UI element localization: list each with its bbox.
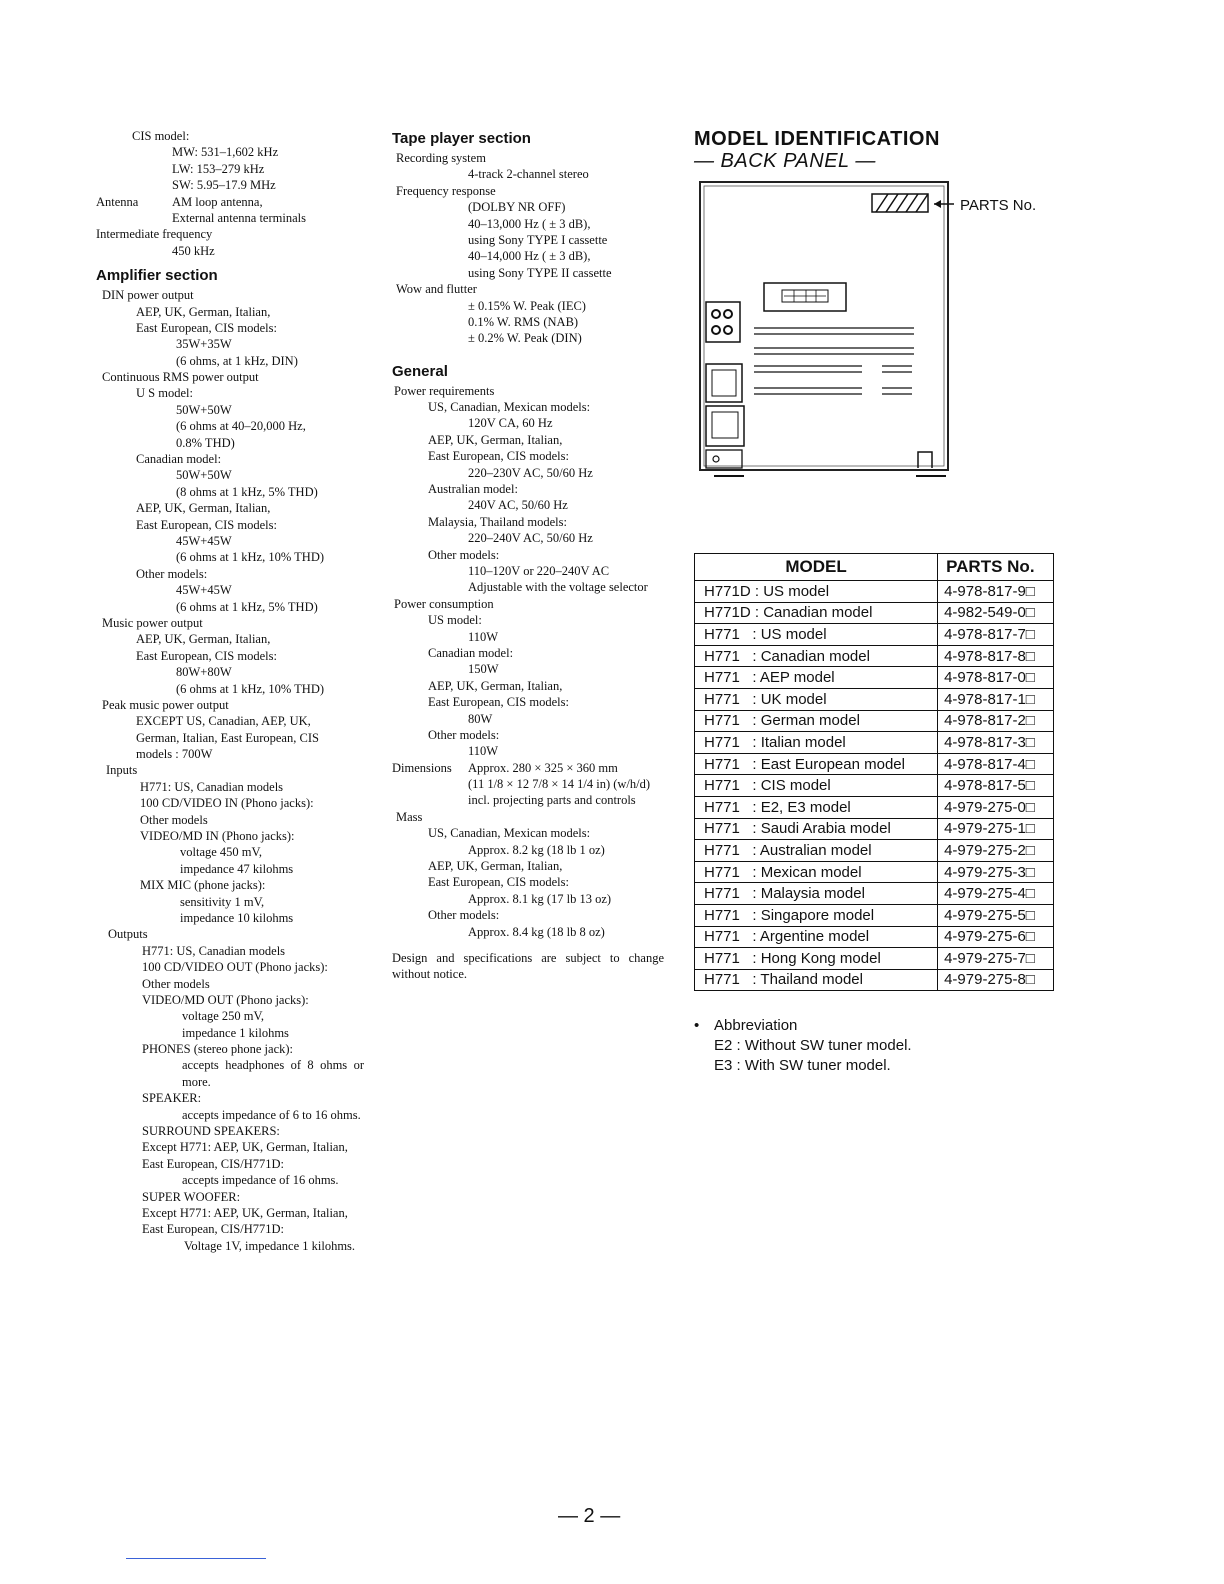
model-cell: H771 : US model	[695, 624, 938, 646]
page-number: — 2 —	[558, 1505, 621, 1527]
antenna-row	[96, 194, 386, 210]
specs-column-1	[96, 128, 386, 1254]
table-row	[695, 624, 1054, 646]
spec-line: U S model:	[136, 386, 193, 401]
parts-cell: 4-978-817-4□	[938, 753, 1054, 775]
table-row	[695, 667, 1054, 689]
spec-line: East European, CIS/H771D:	[142, 1222, 284, 1237]
model-cell: H771 : German model	[695, 710, 938, 732]
spec-line: accepts impedance of 16 ohms.	[182, 1173, 339, 1188]
spec-line: Outputs	[108, 927, 148, 942]
antenna-value-2: External antenna terminals	[172, 210, 306, 225]
spec-line: using Sony TYPE I cassette	[468, 232, 608, 247]
spec-line: VIDEO/MD OUT (Phono jacks):	[142, 992, 309, 1007]
spec-line: Continuous RMS power output	[102, 370, 259, 385]
spec-line: East European, CIS models:	[428, 449, 569, 464]
spec-line: accepts headphones of 8 ohms or	[182, 1058, 364, 1073]
spec-line: VIDEO/MD IN (Phono jacks):	[140, 829, 295, 844]
spec-line: Canadian model:	[136, 452, 222, 467]
spec-line: 110W	[468, 629, 499, 644]
dimensions-note: incl. projecting parts and controls	[468, 793, 636, 808]
parts-cell: 4-979-275-2□	[938, 840, 1054, 862]
mw-range: MW: 531–1,602 kHz	[172, 145, 279, 160]
spec-line: SUPER WOOFER:	[142, 1189, 241, 1204]
spec-line: 4-track 2-channel stereo	[468, 167, 589, 182]
model-cell: H771 : Australian model	[695, 840, 938, 862]
spec-line: MIX MIC (phone jacks):	[140, 878, 266, 893]
table-row	[695, 926, 1054, 948]
spec-line: AEP, UK, German, Italian,	[428, 678, 563, 693]
model-id-subtitle: — BACK PANEL —	[694, 150, 876, 172]
parts-cell: 4-978-817-8□	[938, 645, 1054, 667]
parts-no-label: PARTS No.	[960, 197, 1037, 214]
spec-line: Other models:	[428, 547, 500, 562]
spec-line: 220–230V AC, 50/60 Hz	[468, 465, 593, 480]
model-cell: H771D : Canadian model	[695, 602, 938, 624]
model-cell: H771 : Malaysia model	[695, 883, 938, 905]
table-row	[695, 753, 1054, 775]
spec-line: AEP, UK, German, Italian,	[136, 501, 271, 516]
abbr-e2: E2 : Without SW tuner model.	[714, 1037, 912, 1054]
model-cell: H771 : Thailand model	[695, 969, 938, 991]
table-header-model: MODEL	[695, 554, 938, 581]
model-id-title: MODEL IDENTIFICATION	[694, 128, 940, 150]
model-cell: H771 : Argentine model	[695, 926, 938, 948]
table-row	[695, 969, 1054, 991]
model-parts-table	[694, 553, 1054, 991]
if-label: Intermediate frequency	[96, 227, 213, 242]
spec-line: Wow and flutter	[396, 282, 477, 297]
abbreviation-title-row: • Abbreviation	[694, 1017, 798, 1034]
table-body	[695, 581, 1054, 991]
model-cell: H771 : Mexican model	[695, 861, 938, 883]
model-cell: H771 : E2, E3 model	[695, 796, 938, 818]
model-cell: H771 : Canadian model	[695, 645, 938, 667]
model-cell: H771 : Italian model	[695, 732, 938, 754]
spec-line: 80W+80W	[176, 665, 232, 680]
model-cell: H771 : Singapore model	[695, 904, 938, 926]
spec-line: US, Canadian, Mexican models:	[428, 400, 591, 415]
abbr-e3: E3 : With SW tuner model.	[714, 1057, 891, 1074]
spec-line: Approx. 8.4 kg (18 lb 8 oz)	[468, 924, 605, 939]
abbreviation-title: Abbreviation	[714, 1017, 798, 1034]
table-row	[695, 581, 1054, 603]
specs-column-2	[392, 128, 672, 983]
back-panel-diagram	[694, 180, 1054, 480]
table-row	[695, 710, 1054, 732]
table-row	[695, 602, 1054, 624]
spec-line: (6 ohms at 1 kHz, 10% THD)	[176, 681, 325, 696]
spec-line: Approx. 8.1 kg (17 lb 13 oz)	[468, 891, 612, 906]
spec-line: Recording system	[396, 151, 486, 165]
table-row	[695, 948, 1054, 970]
spec-line: 45W+45W	[176, 533, 232, 548]
spec-line: Inputs	[106, 763, 138, 778]
parts-cell: 4-979-275-7□	[938, 948, 1054, 970]
spec-line: Mass	[396, 809, 423, 824]
dimensions-row	[392, 760, 672, 776]
if-value: 450 kHz	[172, 243, 215, 258]
spec-line: 40–13,000 Hz ( ± 3 dB),	[468, 216, 591, 231]
table-row	[695, 840, 1054, 862]
spec-line: Other models:	[136, 566, 208, 581]
back-panel-outline	[700, 182, 948, 470]
antenna-value: AM loop antenna,	[172, 194, 263, 209]
spec-line: Other models:	[428, 908, 500, 923]
spec-line: 50W+50W	[176, 402, 232, 417]
spec-line: Music power output	[102, 615, 203, 630]
spec-line: Australian model:	[428, 482, 518, 497]
spec-line: AEP, UK, German, Italian,	[136, 632, 271, 647]
spec-line: Except H771: AEP, UK, German, Italian,	[142, 1140, 348, 1155]
spec-line: impedance 1 kilohms	[182, 1025, 289, 1040]
spec-line: Power requirements	[394, 383, 495, 398]
abbreviation-block	[694, 1016, 912, 1076]
table-header-parts: PARTS No.	[938, 554, 1054, 581]
spec-line: 35W+35W	[176, 337, 232, 352]
parts-cell: 4-978-817-7□	[938, 624, 1054, 646]
spec-line: Other models	[142, 976, 210, 991]
lw-range: LW: 153–279 kHz	[172, 161, 265, 176]
spec-line: East European, CIS models:	[136, 320, 277, 335]
spec-line: Peak music power output	[102, 697, 229, 712]
model-cell: H771 : Saudi Arabia model	[695, 818, 938, 840]
spec-line: US, Canadian, Mexican models:	[428, 826, 591, 841]
parts-cell: 4-978-817-5□	[938, 775, 1054, 797]
parts-cell: 4-978-817-9□	[938, 581, 1054, 603]
table-row	[695, 796, 1054, 818]
spec-line: impedance 10 kilohms	[180, 910, 294, 925]
parts-label-hatch	[872, 194, 928, 212]
spec-line: Adjustable with the voltage selector	[468, 580, 648, 595]
spec-line: US model:	[428, 613, 482, 628]
spec-line: 240V AC, 50/60 Hz	[468, 498, 568, 513]
spec-line: ± 0.15% W. Peak (IEC)	[468, 298, 586, 313]
spec-line: AEP, UK, German, Italian,	[428, 432, 563, 447]
table-row	[695, 818, 1054, 840]
table-row	[695, 688, 1054, 710]
spec-line: DIN power output	[102, 288, 194, 303]
dimensions-inch: (11 1/8 × 12 7/8 × 14 1/4 in) (w/h/d)	[468, 777, 651, 792]
parts-cell: 4-978-817-0□	[938, 667, 1054, 689]
spec-line: impedance 47 kilohms	[180, 861, 294, 876]
table-row	[695, 775, 1054, 797]
tape-spec-lines	[392, 150, 672, 347]
table-row	[695, 904, 1054, 926]
model-identification	[694, 128, 1054, 1074]
parts-cell: 4-978-817-2□	[938, 710, 1054, 732]
table-row	[695, 861, 1054, 883]
spec-line: 50W+50W	[176, 468, 232, 483]
general-spec-lines	[392, 383, 672, 760]
model-cell: H771 : AEP model	[695, 667, 938, 689]
spec-line: (6 ohms, at 1 kHz, DIN)	[176, 353, 298, 368]
tape-heading: Tape player section	[392, 130, 531, 147]
spec-line: voltage 250 mV,	[182, 1009, 265, 1024]
table-row	[695, 645, 1054, 667]
spec-line: (6 ohms at 40–20,000 Hz,	[176, 419, 306, 434]
spec-line: Power consumption	[394, 596, 494, 611]
spec-line: voltage 450 mV,	[180, 845, 263, 860]
design-notice: Design and specifications are subject to change without notice.	[392, 950, 664, 982]
spec-line: 0.1% W. RMS (NAB)	[468, 314, 579, 329]
table-header-row	[695, 554, 1054, 581]
spec-line: East European, CIS/H771D:	[142, 1156, 284, 1171]
spec-line: 100 CD/VIDEO IN (Phono jacks):	[140, 796, 314, 811]
spec-line: (6 ohms at 1 kHz, 10% THD)	[176, 550, 325, 565]
amplifier-heading: Amplifier section	[96, 267, 218, 285]
general-heading: General	[392, 362, 448, 380]
spec-line: AEP, UK, German, Italian,	[136, 304, 271, 319]
cis-model-label: CIS model:	[132, 129, 190, 143]
spec-line: Frequency response	[396, 183, 496, 198]
spec-line: Approx. 8.2 kg (18 lb 1 oz)	[468, 842, 605, 857]
parts-cell: 4-979-275-1□	[938, 818, 1054, 840]
table-row	[695, 732, 1054, 754]
dimensions-label: Dimensions	[392, 760, 452, 775]
model-cell: H771 : East European model	[695, 753, 938, 775]
parts-cell: 4-979-275-4□	[938, 883, 1054, 905]
spec-line: Malaysia, Thailand models:	[428, 514, 567, 529]
parts-cell: 4-979-275-5□	[938, 904, 1054, 926]
spec-line: 120V CA, 60 Hz	[468, 416, 553, 431]
amplifier-spec-lines	[96, 287, 386, 1254]
spec-line: using Sony TYPE II cassette	[468, 265, 612, 280]
spec-line: SPEAKER:	[142, 1091, 202, 1106]
parts-cell: 4-982-549-0□	[938, 602, 1054, 624]
spec-line: AEP, UK, German, Italian,	[428, 859, 563, 874]
spec-line: East European, CIS models:	[428, 875, 569, 890]
spec-line: 110–120V or 220–240V AC	[468, 563, 610, 578]
spec-line: 110W	[468, 744, 499, 759]
spec-line: 150W	[468, 662, 499, 677]
model-cell: H771D : US model	[695, 581, 938, 603]
spec-line: ± 0.2% W. Peak (DIN)	[468, 331, 582, 346]
spec-line: Canadian model:	[428, 645, 514, 660]
parts-cell: 4-978-817-3□	[938, 732, 1054, 754]
spec-line: German, Italian, East European, CIS	[136, 730, 319, 745]
model-cell: H771 : CIS model	[695, 775, 938, 797]
spec-line: sensitivity 1 mV,	[180, 894, 265, 909]
spec-line: Other models	[140, 812, 208, 827]
parts-cell: 4-979-275-6□	[938, 926, 1054, 948]
spec-line: Voltage 1V, impedance 1 kilohms.	[184, 1238, 356, 1253]
spec-line: EXCEPT US, Canadian, AEP, UK,	[136, 714, 311, 729]
spec-line: 40–14,000 Hz ( ± 3 dB),	[468, 249, 591, 264]
spec-line: H771: US, Canadian models	[142, 943, 286, 958]
mass-spec-lines	[392, 809, 672, 940]
model-cell: H771 : Hong Kong model	[695, 948, 938, 970]
parts-cell: 4-978-817-1□	[938, 688, 1054, 710]
sw-range: SW: 5.95–17.9 MHz	[172, 178, 276, 193]
parts-cell: 4-979-275-0□	[938, 796, 1054, 818]
dimensions-value: Approx. 280 × 325 × 360 mm	[468, 760, 618, 775]
spec-line: (6 ohms at 1 kHz, 5% THD)	[176, 599, 318, 614]
spec-line: PHONES (stereo phone jack):	[142, 1042, 294, 1057]
spec-line: H771: US, Canadian models	[140, 779, 284, 794]
table-row	[695, 883, 1054, 905]
spec-line: 220–240V AC, 50/60 Hz	[468, 531, 593, 546]
parts-cell: 4-979-275-8□	[938, 969, 1054, 991]
antenna-label: Antenna	[96, 194, 139, 209]
spec-line: accepts impedance of 6 to 16 ohms.	[182, 1107, 361, 1122]
spec-line: 80W	[468, 711, 493, 726]
spec-line: Except H771: AEP, UK, German, Italian,	[142, 1206, 348, 1220]
spec-line: East European, CIS models:	[428, 695, 569, 710]
speaker-terminals	[754, 328, 914, 394]
spec-line: East European, CIS models:	[136, 648, 277, 663]
spec-line: East European, CIS models:	[136, 517, 277, 532]
spec-line: (8 ohms at 1 kHz, 5% THD)	[176, 484, 318, 499]
spec-line: 0.8% THD)	[176, 435, 235, 450]
spec-line: SURROUND SPEAKERS:	[142, 1124, 280, 1139]
parts-cell: 4-979-275-3□	[938, 861, 1054, 883]
spec-line: models : 700W	[136, 747, 213, 762]
spec-line: 100 CD/VIDEO OUT (Phono jacks):	[142, 960, 328, 975]
spec-line: more.	[182, 1074, 211, 1089]
spec-line: Other models:	[428, 727, 500, 742]
spec-line: 45W+45W	[176, 583, 232, 598]
spec-line: (DOLBY NR OFF)	[468, 200, 566, 215]
model-cell: H771 : UK model	[695, 688, 938, 710]
footer-line	[126, 1558, 266, 1559]
